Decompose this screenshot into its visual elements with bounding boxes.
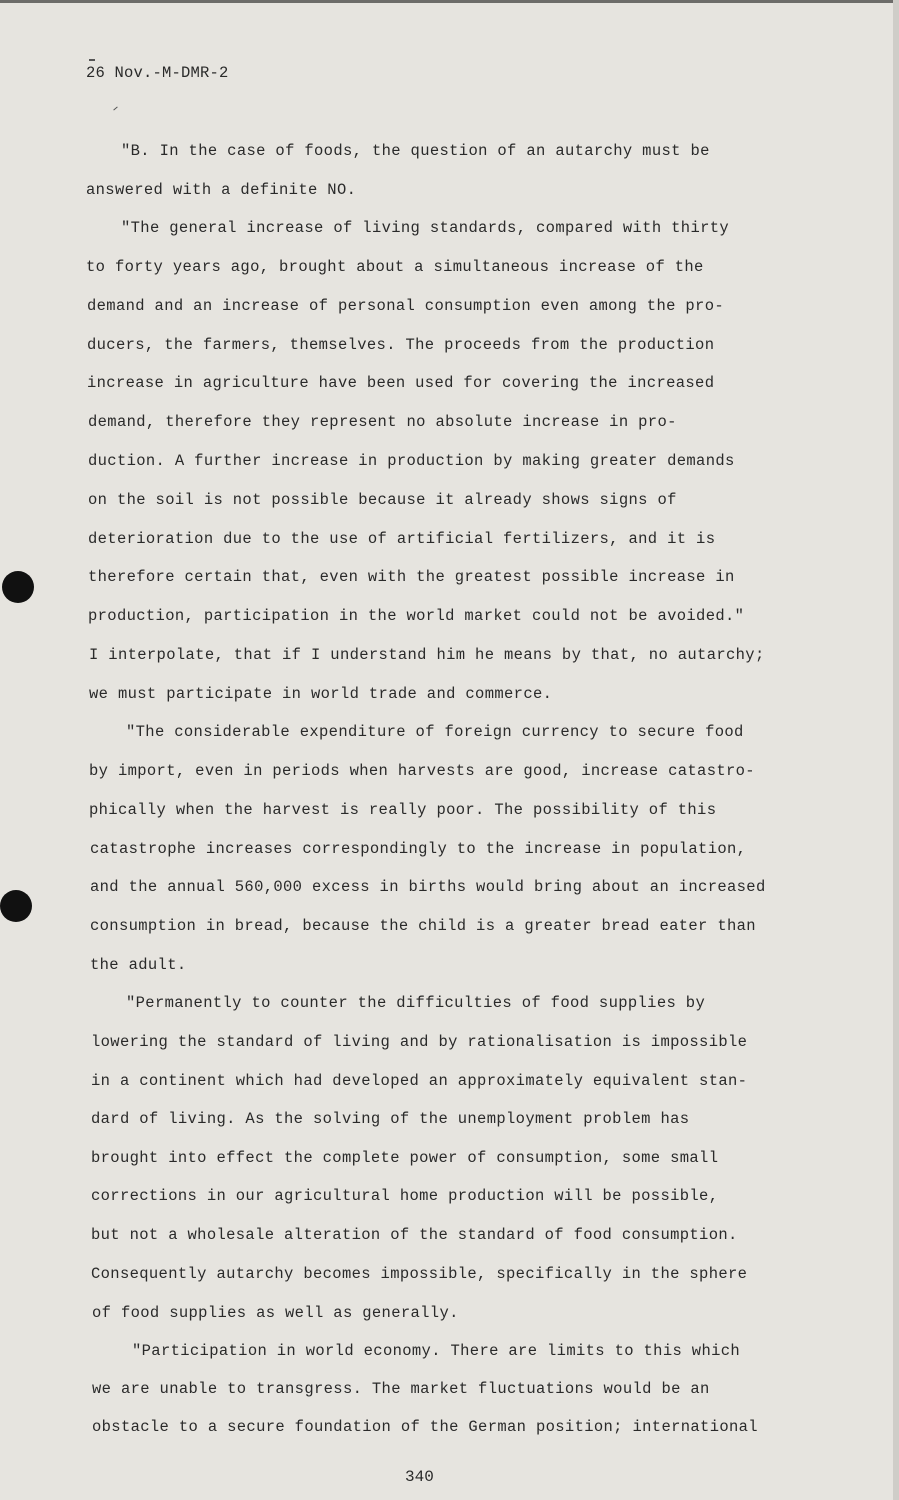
text-line: I interpolate, that if I understand him he means by that, no autarchy; bbox=[89, 646, 765, 664]
text-line: on the soil is not possible because it already shows signs of bbox=[88, 491, 677, 509]
text-line: we are unable to transgress. The market fluctuations would be an bbox=[92, 1380, 710, 1398]
text-line: "Permanently to counter the difficulties of food supplies by bbox=[126, 994, 706, 1012]
text-line: corrections in our agricultural home production will be possible, bbox=[91, 1187, 719, 1205]
text-line: Consequently autarchy becomes impossible, specifically in the sphere bbox=[91, 1265, 748, 1283]
text-line: we must participate in world trade and commerce. bbox=[89, 685, 553, 703]
punch-hole bbox=[2, 571, 34, 603]
text-line: deterioration due to the use of artificial fertilizers, and it is bbox=[88, 530, 716, 548]
text-line: by import, even in periods when harvests are good, increase catastro- bbox=[89, 762, 755, 780]
text-line: the adult. bbox=[90, 956, 187, 974]
text-line: and the annual 560,000 excess in births would bring about an increased bbox=[90, 878, 766, 896]
page-number: 340 bbox=[405, 1468, 434, 1486]
text-line: production, participation in the world market could not be avoided." bbox=[88, 607, 745, 625]
text-line: "The general increase of living standards, compared with thirty bbox=[121, 219, 730, 237]
text-line: increase in agriculture have been used for covering the increased bbox=[87, 374, 715, 392]
stray-mark bbox=[89, 59, 95, 61]
text-line: in a continent which had developed an approximately equivalent stan- bbox=[91, 1072, 748, 1090]
text-line: phically when the harvest is really poor. The possibility of this bbox=[89, 801, 717, 819]
text-line: brought into effect the complete power of consumption, some small bbox=[91, 1149, 719, 1167]
text-line: duction. A further increase in production by making greater demands bbox=[88, 452, 735, 470]
text-line: "B. In the case of foods, the question of an autarchy must be bbox=[121, 142, 710, 160]
text-line: obstacle to a secure foundation of the German position; international bbox=[92, 1418, 758, 1436]
page-right-edge bbox=[893, 0, 899, 1500]
page-header: 26 Nov.-M-DMR-2 bbox=[86, 64, 229, 82]
text-line: "The considerable expenditure of foreign currency to secure food bbox=[126, 723, 744, 741]
text-line: therefore certain that, even with the greatest possible increase in bbox=[88, 568, 735, 586]
text-line: consumption in bread, because the child is a greater bread eater than bbox=[90, 917, 756, 935]
text-line: catastrophe increases correspondingly to the increase in population, bbox=[90, 840, 747, 858]
text-line: dard of living. As the solving of the unemployment problem has bbox=[91, 1110, 690, 1128]
text-line: to forty years ago, brought about a simultaneous increase of the bbox=[86, 258, 704, 276]
text-line: but not a wholesale alteration of the standard of food consumption. bbox=[91, 1226, 738, 1244]
stray-mark bbox=[113, 107, 117, 111]
text-line: lowering the standard of living and by rationalisation is impossible bbox=[91, 1033, 748, 1051]
punch-hole bbox=[0, 890, 32, 922]
page-top-edge bbox=[0, 0, 899, 3]
text-line: demand and an increase of personal consumption even among the pro- bbox=[87, 297, 724, 315]
text-line: ducers, the farmers, themselves. The proceeds from the production bbox=[87, 336, 715, 354]
text-line: demand, therefore they represent no absolute increase in pro- bbox=[88, 413, 677, 431]
text-line: of food supplies as well as generally. bbox=[92, 1304, 459, 1322]
text-line: "Participation in world economy. There are limits to this which bbox=[132, 1342, 741, 1360]
text-line: answered with a definite NO. bbox=[86, 181, 357, 199]
